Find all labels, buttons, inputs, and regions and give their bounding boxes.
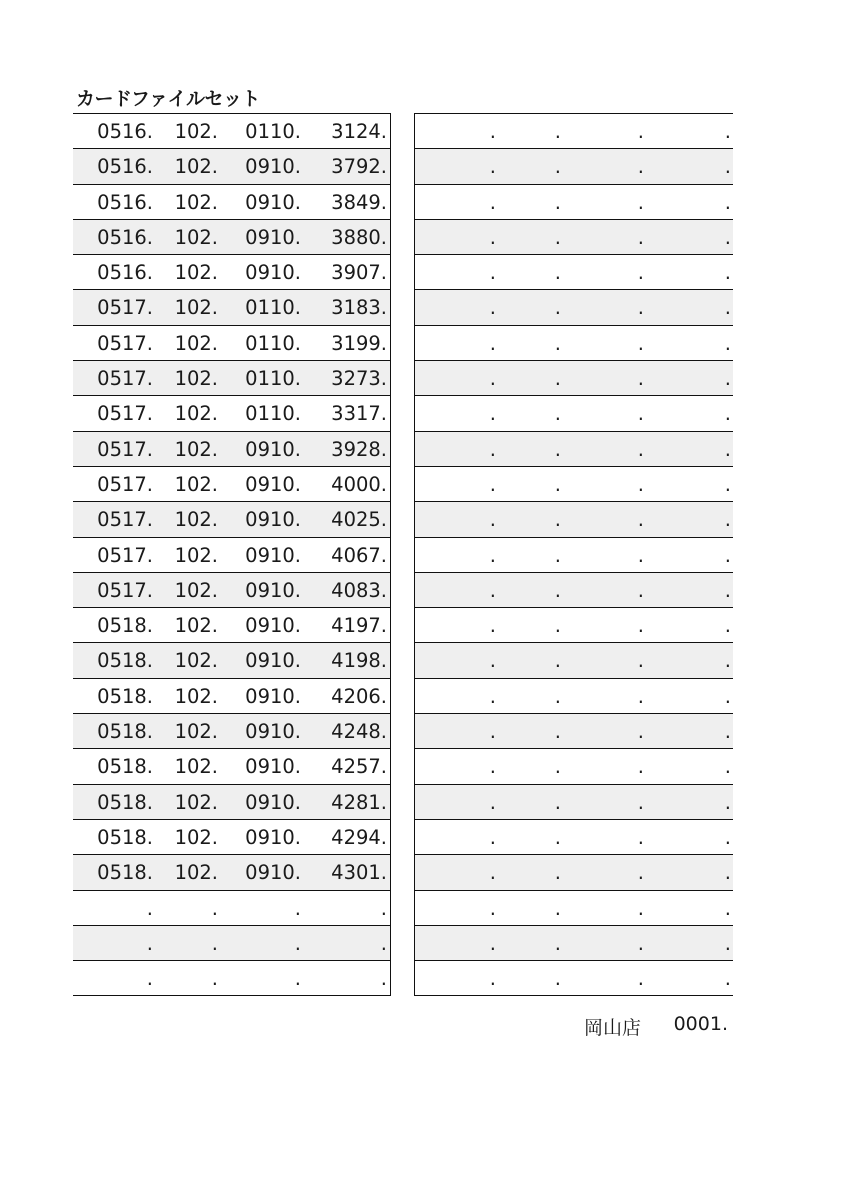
left-table-cell: 0518. [97,684,153,708]
left-table-row [73,502,390,537]
left-table-cell: 4025. [331,508,387,532]
right-table-cell: . [637,437,644,461]
left-table-cell: 0910. [245,649,301,673]
right-table-cell: . [554,967,561,991]
left-table-cell: . [380,931,387,955]
right-table-cell: . [637,261,644,285]
right-table-row [415,290,733,325]
right-table-cell: . [637,296,644,320]
left-table-cell: 0516. [97,190,153,214]
left-table-row [73,855,390,890]
right-table-cell: . [724,720,731,744]
left-table-cell: . [211,931,218,955]
left-table-cell: . [146,967,153,991]
right-table-cell: . [724,331,731,355]
right-table-cell: . [554,684,561,708]
left-table-cell: 4198. [331,649,387,673]
right-table-row [415,220,733,255]
store-name: 岡山店 [584,1017,642,1039]
left-table-cell: 0910. [245,472,301,496]
right-table-row [415,714,733,749]
right-table-row [415,679,733,714]
right-table-cell: . [489,614,496,638]
left-table-cell: 0910. [245,190,301,214]
right-table-cell: . [489,120,496,143]
right-table-cell: . [554,402,561,426]
left-table-cell: 4067. [331,543,387,567]
left-table-cell: . [294,931,301,955]
right-table-cell: . [637,120,644,143]
left-table-cell: 4257. [331,755,387,779]
left-table-cell: 0517. [97,543,153,567]
left-table-cell: 102. [174,543,218,567]
right-table-cell: . [637,649,644,673]
right-table-cell: . [637,225,644,249]
right-table-cell: . [554,296,561,320]
left-table-cell: 102. [174,684,218,708]
page-title: カードファイルセット [76,88,261,110]
left-table-cell: 0516. [97,261,153,285]
right-table-cell: . [724,437,731,461]
right-table-cell: . [489,437,496,461]
left-table-cell: 3880. [331,225,387,249]
right-table-cell: . [724,296,731,320]
left-table-cell: 0518. [97,861,153,885]
right-table-cell: . [724,155,731,179]
right-table-row [415,185,733,220]
right-table-cell: . [724,402,731,426]
left-table-cell: 3317. [331,402,387,426]
right-table-cell: . [489,367,496,391]
left-table-cell: 3183. [331,296,387,320]
right-table-cell: . [637,896,644,920]
left-table-cell: 0518. [97,755,153,779]
left-table-row [73,926,390,961]
left-table-row [73,679,390,714]
left-table-cell: 4197. [331,614,387,638]
left-table-cell: 0518. [97,720,153,744]
left-table-cell: 0910. [245,437,301,461]
right-table-cell: . [489,896,496,920]
right-table-cell: . [554,720,561,744]
left-table-cell: 102. [174,861,218,885]
left-table-cell: 102. [174,437,218,461]
left-table-cell: 102. [174,120,218,143]
left-table-cell: 4083. [331,578,387,602]
left-table-row [73,749,390,784]
left-table-cell: . [294,896,301,920]
left-table-cell: . [211,896,218,920]
right-table-cell: . [489,155,496,179]
right-table-cell: . [554,261,561,285]
right-table-row [415,502,733,537]
right-table-cell: . [489,543,496,567]
left-table-cell: 102. [174,331,218,355]
right-table-cell: . [724,825,731,849]
right-table-cell: . [489,331,496,355]
left-table-cell: 0517. [97,472,153,496]
right-table-row [415,467,733,502]
right-table-cell: . [554,155,561,179]
right-table-cell: . [637,543,644,567]
right-table-row [415,538,733,573]
left-table-cell: 102. [174,155,218,179]
left-table-cell: 0910. [245,261,301,285]
left-card-table [73,113,391,996]
right-table-row [415,608,733,643]
right-table-cell: . [637,967,644,991]
right-table-cell: . [489,578,496,602]
left-table-cell: 0517. [97,402,153,426]
left-table-cell: 0910. [245,825,301,849]
right-table-cell: . [554,825,561,849]
left-table-cell: . [380,967,387,991]
left-table-row [73,573,390,608]
left-table-cell: 3928. [331,437,387,461]
right-table-row [415,926,733,961]
right-table-cell: . [489,261,496,285]
left-table-cell: 0910. [245,225,301,249]
right-table-cell: . [724,967,731,991]
right-table-cell: . [724,508,731,532]
left-table-row [73,961,390,996]
left-table-cell: . [294,967,301,991]
right-table-cell: . [554,120,561,143]
right-table-row [415,361,733,396]
right-table-cell: . [489,931,496,955]
left-table-cell: 3907. [331,261,387,285]
left-table-cell: 0910. [245,614,301,638]
right-table-cell: . [724,684,731,708]
right-table-row [415,326,733,361]
left-table-row [73,643,390,678]
left-table-cell: 0517. [97,331,153,355]
right-table-cell: . [724,190,731,214]
right-table-cell: . [724,225,731,249]
right-table-cell: . [637,614,644,638]
left-table-row [73,114,390,149]
left-table-cell: 0517. [97,437,153,461]
left-table-cell: . [380,896,387,920]
left-table-cell: . [146,896,153,920]
right-table-cell: . [637,402,644,426]
right-table-cell: . [724,614,731,638]
right-table-cell: . [637,720,644,744]
right-table-cell: . [554,437,561,461]
left-table-row [73,785,390,820]
right-table-cell: . [724,120,731,143]
right-table-cell: . [724,755,731,779]
left-table-cell: 0517. [97,367,153,391]
left-table-cell: 0110. [245,331,301,355]
left-table-cell: 102. [174,578,218,602]
left-table-cell: 0110. [245,120,301,143]
left-table-row [73,290,390,325]
right-table-cell: . [489,472,496,496]
right-table-cell: . [554,578,561,602]
left-table-cell: 4248. [331,720,387,744]
left-table-cell: 0110. [245,402,301,426]
right-table-cell: . [637,825,644,849]
left-table-cell: 0910. [245,684,301,708]
left-table-cell: 102. [174,402,218,426]
left-table-cell: 0517. [97,578,153,602]
left-table-cell: 0910. [245,578,301,602]
right-table-cell: . [489,649,496,673]
left-table-cell: 102. [174,472,218,496]
right-table-cell: . [637,755,644,779]
right-table-cell: . [489,790,496,814]
left-table-row [73,538,390,573]
right-table-row [415,749,733,784]
left-table-row [73,220,390,255]
left-table-cell: 4281. [331,790,387,814]
left-table-row [73,432,390,467]
right-table-cell: . [554,543,561,567]
right-table-cell: . [489,755,496,779]
left-table-cell: 102. [174,755,218,779]
left-table-cell: 0910. [245,543,301,567]
right-table-row [415,255,733,290]
left-table-cell: 4000. [331,472,387,496]
left-table-cell: 0910. [245,790,301,814]
right-table-row [415,432,733,467]
right-table-cell: . [489,190,496,214]
right-table-cell: . [554,649,561,673]
right-table-row [415,149,733,184]
right-card-table [414,113,733,996]
left-table-cell: 102. [174,261,218,285]
left-table-cell: 102. [174,367,218,391]
right-table-cell: . [489,402,496,426]
right-table-cell: . [554,225,561,249]
right-table-cell: . [637,790,644,814]
left-table-cell: 0518. [97,614,153,638]
left-table-cell: 4301. [331,861,387,885]
left-table-cell: 0517. [97,296,153,320]
right-table-row [415,785,733,820]
left-table-row [73,396,390,431]
right-table-cell: . [724,649,731,673]
right-table-row [415,643,733,678]
right-table-row [415,573,733,608]
right-table-cell: . [724,931,731,955]
right-table-cell: . [489,225,496,249]
right-table-cell: . [554,861,561,885]
right-table-cell: . [637,861,644,885]
left-table-cell: 0910. [245,861,301,885]
left-table-cell: 0518. [97,649,153,673]
right-table-cell: . [724,367,731,391]
left-table-cell: 0516. [97,155,153,179]
left-table-row [73,185,390,220]
right-table-cell: . [489,825,496,849]
left-table-cell: 102. [174,720,218,744]
right-table-cell: . [637,367,644,391]
right-table-cell: . [724,543,731,567]
left-table-cell: 102. [174,790,218,814]
right-table-cell: . [637,472,644,496]
right-table-cell: . [724,861,731,885]
right-table-cell: . [489,684,496,708]
left-table-cell: 0110. [245,367,301,391]
right-table-row [415,891,733,926]
right-table-cell: . [554,614,561,638]
right-table-cell: . [724,261,731,285]
right-table-cell: . [489,861,496,885]
right-table-cell: . [554,896,561,920]
right-table-cell: . [489,508,496,532]
right-table-cell: . [554,190,561,214]
left-table-cell: 0110. [245,296,301,320]
left-table-cell: 3273. [331,367,387,391]
left-table-cell: 0910. [245,720,301,744]
left-table-cell: 3124. [331,120,387,143]
left-table-cell: 3792. [331,155,387,179]
left-table-row [73,608,390,643]
right-table-row [415,396,733,431]
left-table-cell: 0518. [97,790,153,814]
right-table-cell: . [637,190,644,214]
right-table-cell: . [724,472,731,496]
right-table-cell: . [637,684,644,708]
right-table-row [415,820,733,855]
left-table-cell: 102. [174,825,218,849]
right-table-cell: . [554,331,561,355]
left-table-cell: 102. [174,508,218,532]
right-table-cell: . [554,755,561,779]
left-table-row [73,714,390,749]
right-table-cell: . [554,931,561,955]
left-table-row [73,361,390,396]
right-table-cell: . [637,155,644,179]
right-table-cell: . [724,790,731,814]
left-table-cell: 0516. [97,225,153,249]
left-table-row [73,255,390,290]
left-table-row [73,467,390,502]
left-table-cell: 0516. [97,120,153,143]
right-table-cell: . [489,296,496,320]
left-table-row [73,891,390,926]
right-table-cell: . [637,331,644,355]
right-table-row [415,114,733,149]
left-table-cell: . [211,967,218,991]
right-table-cell: . [637,931,644,955]
right-table-cell: . [554,472,561,496]
right-table-cell: . [554,790,561,814]
left-table-cell: 3199. [331,331,387,355]
right-table-cell: . [637,508,644,532]
left-table-row [73,326,390,361]
left-table-cell: 4206. [331,684,387,708]
left-table-cell: . [146,931,153,955]
right-table-cell: . [637,578,644,602]
left-table-cell: 102. [174,614,218,638]
left-table-cell: 102. [174,296,218,320]
right-table-row [415,855,733,890]
right-table-row [415,961,733,996]
left-table-cell: 0910. [245,155,301,179]
left-table-cell: 0518. [97,825,153,849]
left-table-cell: 4294. [331,825,387,849]
left-table-row [73,149,390,184]
left-table-cell: 0910. [245,755,301,779]
left-table-cell: 102. [174,225,218,249]
right-table-cell: . [489,720,496,744]
right-table-cell: . [554,367,561,391]
left-table-cell: 0910. [245,508,301,532]
left-table-row [73,820,390,855]
right-table-cell: . [724,896,731,920]
right-table-cell: . [489,967,496,991]
left-table-cell: 102. [174,190,218,214]
left-table-cell: 0517. [97,508,153,532]
store-code: 0001. [673,1013,728,1035]
left-table-cell: 3849. [331,190,387,214]
right-table-cell: . [724,578,731,602]
right-table-cell: . [554,508,561,532]
left-table-cell: 102. [174,649,218,673]
